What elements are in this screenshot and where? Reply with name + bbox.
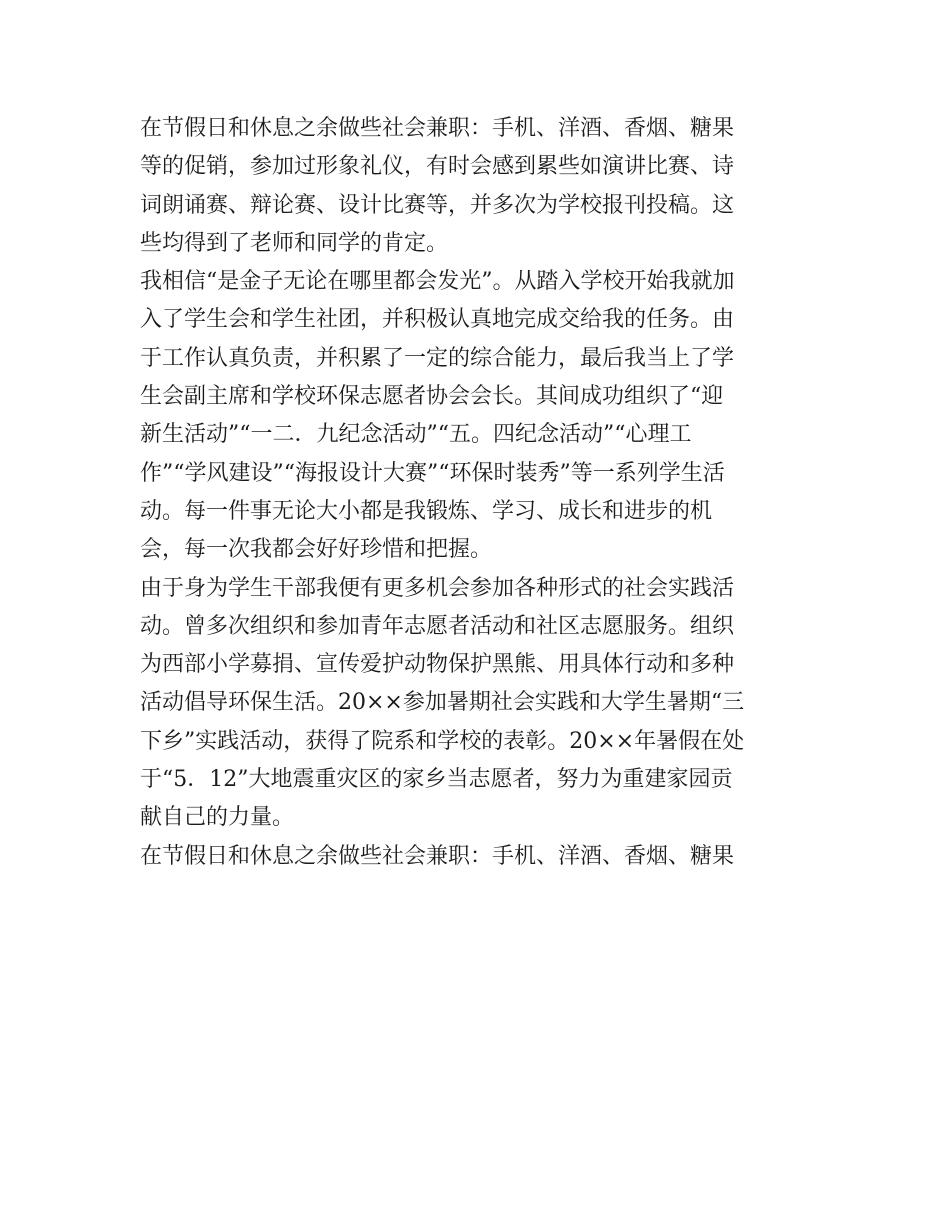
text-line: 为西部小学募捐、宣传爱护动物保护黑熊、用具体行动和多种 — [140, 652, 735, 678]
text-line: 动。曾多次组织和参加青年志愿者活动和社区志愿服务。组织 — [140, 613, 735, 639]
text-line: 活动倡导环保生活。20××参加暑期社会实践和大学生暑期“三 — [140, 690, 745, 716]
text-line: 会，每一次我都会好好珍惜和把握。 — [140, 537, 493, 563]
text-line: 等的促销，参加过形象礼仪，有时会感到累些如演讲比赛、诗 — [140, 154, 735, 180]
text-line: 生会副主席和学校环保志愿者协会会长。其间成功组织了“迎 — [140, 384, 724, 410]
text-line: 词朗诵赛、辩论赛、设计比赛等，并多次为学校报刊投稿。这 — [140, 192, 735, 218]
text-line: 在节假日和休息之余做些社会兼职：手机、洋酒、香烟、糖果 — [140, 116, 735, 141]
text-line: 献自己的力量。 — [140, 805, 295, 831]
text-line: 新生活动”“一二．九纪念活动”“五。四纪念活动”“心理工 — [140, 422, 692, 448]
text-line: 于“5．12”大地震重灾区的家乡当志愿者，努力为重建家园贡 — [140, 767, 733, 793]
text-line: 于工作认真负责，并积累了一定的综合能力，最后我当上了学 — [140, 345, 735, 371]
text-line: 由于身为学生干部我便有更多机会参加各种形式的社会实践活 — [140, 575, 735, 601]
text-line: 入了学生会和学生社团，并积极认真地完成交给我的任务。由 — [140, 307, 735, 333]
text-line: 下乡”实践活动，获得了院系和学校的表彰。20××年暑假在处 — [140, 728, 745, 754]
text-line: 作”“学风建设”“海报设计大赛”“环保时装秀”等一系列学生活 — [140, 460, 725, 486]
paragraph-student-union — [140, 263, 812, 569]
document-body — [140, 110, 812, 876]
text-line: 我相信“是金子无论在哪里都会发光”。从踏入学校开始我就加 — [140, 269, 735, 295]
paragraph-social-practice — [140, 570, 812, 838]
paragraph-part-time-jobs-repeat — [140, 838, 812, 876]
text-line: 动。每一件事无论大小都是我锻炼、学习、成长和进步的机 — [140, 498, 713, 524]
text-line: 些均得到了老师和同学的肯定。 — [140, 230, 449, 256]
paragraph-part-time-jobs — [140, 110, 812, 263]
text-line: 在节假日和休息之余做些社会兼职：手机、洋酒、香烟、糖果 — [140, 843, 735, 869]
